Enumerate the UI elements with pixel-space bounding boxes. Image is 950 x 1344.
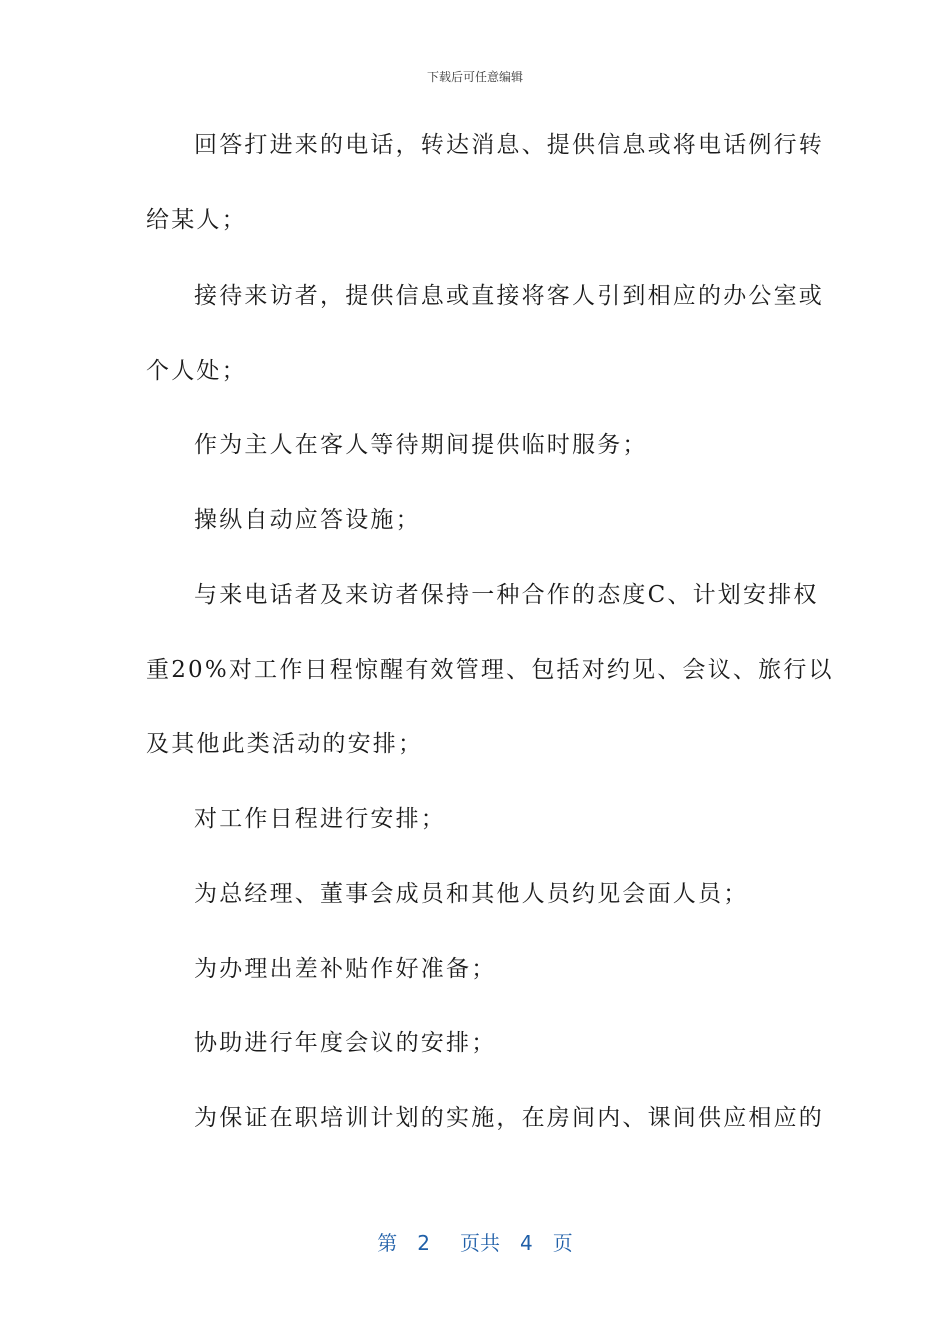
text-line: 接待来访者，提供信息或直接将客人引到相应的办公室或 <box>194 283 824 309</box>
text-line: 对工作日程进行安排； <box>194 806 446 832</box>
text-line: 与来电话者及来访者保持一种合作的态度C、计划安排权 <box>194 582 819 608</box>
page-header: 下载后可任意编辑 <box>426 70 523 84</box>
footer-total-pages: 4 <box>520 1231 533 1255</box>
text-line: 操纵自动应答设施； <box>194 507 421 533</box>
footer-prefix: 第 <box>377 1231 398 1255</box>
text-line: 给某人； <box>146 207 247 233</box>
footer-page-number: 2 <box>417 1231 430 1255</box>
page-footer <box>0 1227 950 1256</box>
text-line: 回答打进来的电话，转达消息、提供信息或将电话例行转 <box>194 132 824 158</box>
text-line: 及其他此类活动的安排； <box>146 731 424 757</box>
footer-middle: 页共 <box>460 1231 500 1255</box>
text-line: 个人处； <box>146 358 247 384</box>
text-line: 重20%对工作日程惊醒有效管理、包括对约见、会议、旅行以 <box>146 657 834 683</box>
text-line: 作为主人在客人等待期间提供临时服务； <box>194 432 648 458</box>
text-line: 为总经理、董事会成员和其他人员约见会面人员； <box>194 881 749 907</box>
footer-suffix: 页 <box>552 1231 573 1255</box>
text-line: 为保证在职培训计划的实施，在房间内、课间供应相应的 <box>194 1105 824 1131</box>
text-line: 协助进行年度会议的安排； <box>194 1030 497 1056</box>
text-line: 为办理出差补贴作好准备； <box>194 956 497 982</box>
